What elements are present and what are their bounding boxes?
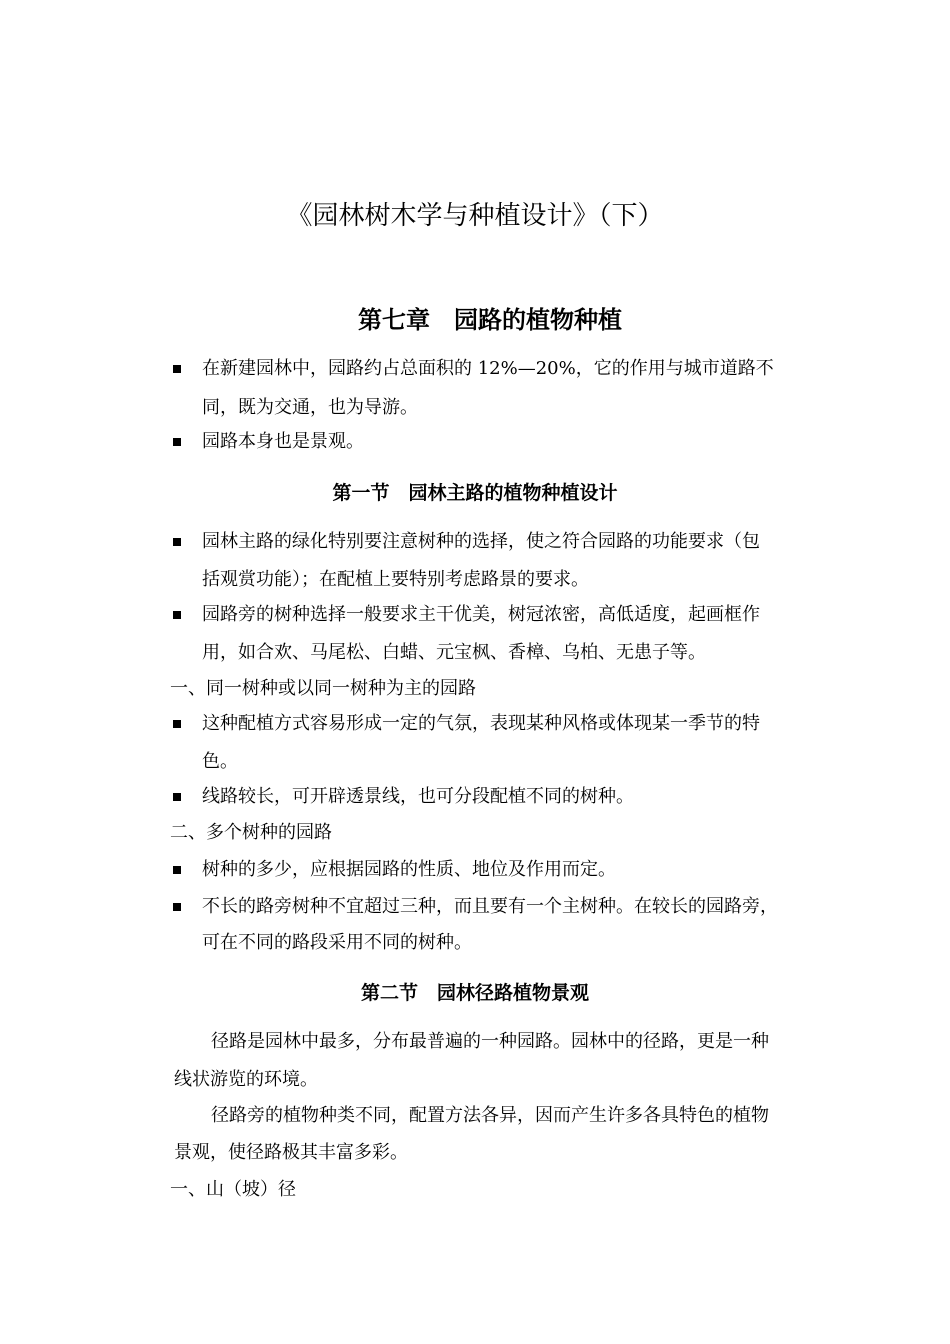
bullet-marker <box>173 365 181 373</box>
paragraph-line: 径路是园林中最多，分布最普遍的一种园路。园林中的径路，更是一种 <box>211 1031 769 1052</box>
bullet-marker <box>173 611 181 619</box>
section-title: 第二节 园林径路植物景观 <box>360 982 589 1004</box>
bullet-marker <box>173 866 181 874</box>
list-item-line: 可在不同的路段采用不同的树种。 <box>202 932 472 953</box>
list-item-line: 用，如合欢、马尾松、白蜡、元宝枫、香樟、乌柏、无患子等。 <box>202 642 706 663</box>
document-title: 《园林树木学与种植设计》（下） <box>286 201 664 231</box>
paragraph-line: 线状游览的环境。 <box>174 1069 318 1090</box>
list-item-line: 树种的多少，应根据园路的性质、地位及作用而定。 <box>202 859 616 880</box>
bullet-marker <box>173 720 181 728</box>
list-item-line: 同，既为交通，也为导游。 <box>202 397 418 418</box>
list-item-line: 园路本身也是景观。 <box>202 431 364 452</box>
subsection-heading: 一、山（坡）径 <box>170 1179 296 1200</box>
list-item-line: 不长的路旁树种不宜超过三种，而且要有一个主树种。在较长的园路旁， <box>202 896 778 917</box>
chapter-title: 第七章 园路的植物种植 <box>358 305 622 334</box>
paragraph-line: 景观，使径路极其丰富多彩。 <box>174 1142 408 1163</box>
list-item-line: 在新建园林中，园路约占总面积的 12%—20%，它的作用与城市道路不 <box>202 358 774 379</box>
subsection-heading: 二、多个树种的园路 <box>170 822 332 843</box>
paragraph-line: 径路旁的植物种类不同，配置方法各异，因而产生许多各具特色的植物 <box>211 1105 769 1126</box>
bullet-marker <box>173 438 181 446</box>
bullet-marker <box>173 793 181 801</box>
list-item-line: 括观赏功能）；在配植上要特别考虑路景的要求。 <box>202 569 589 590</box>
list-item-line: 线路较长，可开辟透景线，也可分段配植不同的树种。 <box>202 786 634 807</box>
list-item-line: 园路旁的树种选择一般要求主干优美，树冠浓密，高低适度，起画框作 <box>202 604 760 625</box>
list-item-line: 园林主路的绿化特别要注意树种的选择，使之符合园路的功能要求（包 <box>202 531 760 552</box>
bullet-marker <box>173 538 181 546</box>
section-title: 第一节 园林主路的植物种植设计 <box>332 482 618 504</box>
bullet-marker <box>173 903 181 911</box>
list-item-line: 色。 <box>202 751 238 772</box>
list-item-line: 这种配植方式容易形成一定的气氛，表现某种风格或体现某一季节的特 <box>202 713 760 734</box>
subsection-heading: 一、同一树种或以同一树种为主的园路 <box>170 678 476 699</box>
